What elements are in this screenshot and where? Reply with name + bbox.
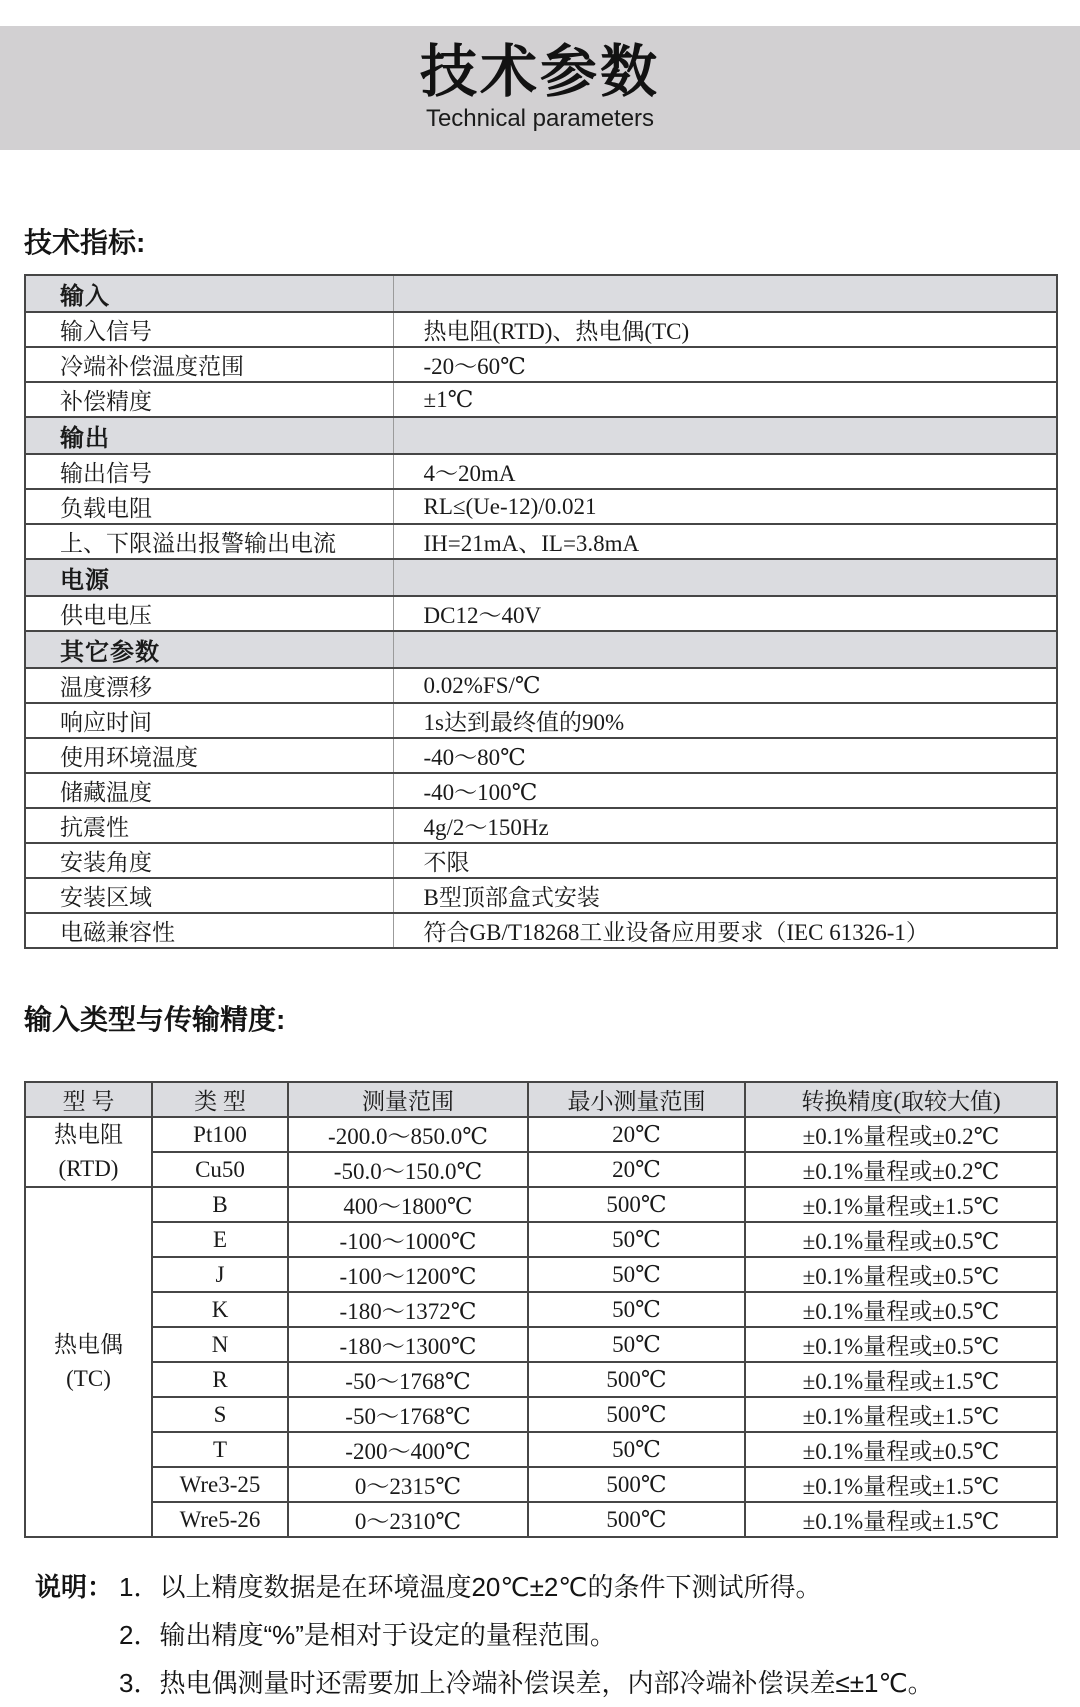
spec-row	[25, 347, 1057, 382]
note-line	[35, 1563, 1056, 1611]
sensor-model-line: 热电偶	[54, 1332, 123, 1357]
accuracy-table-body	[25, 1117, 1057, 1537]
note-prefix: 说明：	[35, 1572, 114, 1602]
accuracy-column-header: 最小测量范围	[528, 1082, 745, 1117]
conversion-accuracy-cell: ±0.1%量程或±1.5℃	[745, 1502, 1057, 1537]
sensor-model-line: 热电阻	[54, 1122, 123, 1147]
spec-section-spacer	[393, 559, 1057, 596]
conversion-accuracy-cell: ±0.1%量程或±0.5℃	[745, 1432, 1057, 1467]
spec-param-value: 符合GB/T18268工业设备应用要求（IEC 61326-1）	[393, 913, 1057, 948]
conversion-accuracy-cell: ±0.1%量程或±1.5℃	[745, 1362, 1057, 1397]
spec-param-value: 不限	[393, 843, 1057, 878]
section-heading-input-accuracy: 输入类型与传输精度:	[24, 1004, 286, 1035]
accuracy-row	[25, 1327, 1057, 1362]
spec-section-row	[25, 559, 1057, 596]
spec-row	[25, 668, 1057, 703]
sensor-type-cell: R	[152, 1362, 288, 1397]
spec-param-name: 负载电阻	[25, 489, 393, 524]
page	[0, 26, 1080, 1698]
measure-range-cell: -180～1300℃	[288, 1327, 528, 1362]
accuracy-row	[25, 1152, 1057, 1187]
accuracy-table-head	[25, 1082, 1057, 1117]
spec-param-name: 抗震性	[25, 808, 393, 843]
spec-section-spacer	[393, 631, 1057, 668]
sensor-model-line: (TC)	[66, 1366, 111, 1391]
measure-range-cell: -100～1200℃	[288, 1257, 528, 1292]
accuracy-row	[25, 1397, 1057, 1432]
measure-range-cell: 400～1800℃	[288, 1187, 528, 1222]
accuracy-row	[25, 1117, 1057, 1152]
min-measure-range-cell: 500℃	[528, 1362, 745, 1397]
sensor-model-cell	[25, 1187, 152, 1537]
section-heading-tech-specs: 技术指标:	[24, 227, 146, 258]
accuracy-table	[24, 1081, 1058, 1538]
min-measure-range-cell: 50℃	[528, 1292, 745, 1327]
accuracy-row	[25, 1292, 1057, 1327]
spec-param-name: 安装角度	[25, 843, 393, 878]
spec-param-name: 温度漂移	[25, 668, 393, 703]
accuracy-row	[25, 1257, 1057, 1292]
min-measure-range-cell: 50℃	[528, 1327, 745, 1362]
conversion-accuracy-cell: ±0.1%量程或±0.2℃	[745, 1117, 1057, 1152]
min-measure-range-cell: 50℃	[528, 1257, 745, 1292]
spec-section-title: 电源	[25, 559, 393, 596]
accuracy-row	[25, 1362, 1057, 1397]
spec-row	[25, 312, 1057, 347]
content	[0, 221, 1080, 1707]
conversion-accuracy-cell: ±0.1%量程或±0.5℃	[745, 1292, 1057, 1327]
spec-row	[25, 843, 1057, 878]
spec-section-spacer	[393, 417, 1057, 454]
accuracy-row	[25, 1187, 1057, 1222]
spec-param-value: RL≤(Ue-12)/0.021	[393, 489, 1057, 524]
sensor-type-cell: Wre3-25	[152, 1467, 288, 1502]
accuracy-column-header: 转换精度(取较大值)	[745, 1082, 1057, 1117]
note-line	[35, 1659, 1056, 1707]
conversion-accuracy-cell: ±0.1%量程或±0.5℃	[745, 1257, 1057, 1292]
min-measure-range-cell: 20℃	[528, 1117, 745, 1152]
spec-section-title: 输出	[25, 417, 393, 454]
measure-range-cell: -200.0～850.0℃	[288, 1117, 528, 1152]
spec-row	[25, 454, 1057, 489]
spec-row	[25, 773, 1057, 808]
spec-param-value: 4～20mA	[393, 454, 1057, 489]
min-measure-range-cell: 50℃	[528, 1432, 745, 1467]
spec-section-title: 输入	[25, 275, 393, 312]
spec-param-name: 电磁兼容性	[25, 913, 393, 948]
spec-row	[25, 489, 1057, 524]
spec-section-row	[25, 631, 1057, 668]
conversion-accuracy-cell: ±0.1%量程或±1.5℃	[745, 1397, 1057, 1432]
spec-param-value: ±1℃	[393, 382, 1057, 417]
accuracy-row	[25, 1467, 1057, 1502]
spec-row	[25, 524, 1057, 559]
sensor-type-cell: K	[152, 1292, 288, 1327]
sensor-type-cell: E	[152, 1222, 288, 1257]
accuracy-row	[25, 1432, 1057, 1467]
spec-row	[25, 738, 1057, 773]
spec-param-name: 上、下限溢出报警输出电流	[25, 524, 393, 559]
sensor-type-cell: Wre5-26	[152, 1502, 288, 1537]
spec-table-body	[25, 275, 1057, 948]
spec-table	[24, 274, 1058, 949]
spec-section-title: 其它参数	[25, 631, 393, 668]
spec-param-value: DC12～40V	[393, 596, 1057, 631]
spec-param-name: 供电电压	[25, 596, 393, 631]
measure-range-cell: -180～1372℃	[288, 1292, 528, 1327]
accuracy-row	[25, 1502, 1057, 1537]
spec-row	[25, 808, 1057, 843]
accuracy-column-header: 测量范围	[288, 1082, 528, 1117]
note-text: 3．热电偶测量时还需要加上冷端补偿误差，内部冷端补偿误差≤±1℃。	[119, 1668, 934, 1698]
accuracy-header-row	[25, 1082, 1057, 1117]
spec-param-name: 安装区域	[25, 878, 393, 913]
min-measure-range-cell: 20℃	[528, 1152, 745, 1187]
measure-range-cell: -50～1768℃	[288, 1362, 528, 1397]
title-banner	[0, 26, 1080, 150]
accuracy-row	[25, 1222, 1057, 1257]
spec-param-value: 1s达到最终值的90%	[393, 703, 1057, 738]
measure-range-cell: -100～1000℃	[288, 1222, 528, 1257]
accuracy-column-header: 类 型	[152, 1082, 288, 1117]
page-title: 技术参数	[420, 39, 660, 104]
page-subtitle: Technical parameters	[425, 105, 655, 133]
conversion-accuracy-cell: ±0.1%量程或±1.5℃	[745, 1187, 1057, 1222]
spec-row	[25, 878, 1057, 913]
note-text: 1．以上精度数据是在环境温度20℃±2℃的条件下测试所得。	[119, 1572, 822, 1602]
sensor-type-cell: B	[152, 1187, 288, 1222]
spec-row	[25, 596, 1057, 631]
spec-param-value: B型顶部盒式安装	[393, 878, 1057, 913]
spec-row	[25, 913, 1057, 948]
min-measure-range-cell: 500℃	[528, 1502, 745, 1537]
min-measure-range-cell: 50℃	[528, 1222, 745, 1257]
spec-section-row	[25, 275, 1057, 312]
spec-param-value: 0.02%FS/℃	[393, 668, 1057, 703]
sensor-type-cell: S	[152, 1397, 288, 1432]
spec-section-spacer	[393, 275, 1057, 312]
sensor-model-line: (RTD)	[58, 1156, 119, 1181]
conversion-accuracy-cell: ±0.1%量程或±1.5℃	[745, 1467, 1057, 1502]
measure-range-cell: 0～2315℃	[288, 1467, 528, 1502]
sensor-type-cell: T	[152, 1432, 288, 1467]
spec-param-name: 使用环境温度	[25, 738, 393, 773]
sensor-type-cell: Cu50	[152, 1152, 288, 1187]
min-measure-range-cell: 500℃	[528, 1397, 745, 1432]
spec-param-value: -40～80℃	[393, 738, 1057, 773]
conversion-accuracy-cell: ±0.1%量程或±0.5℃	[745, 1327, 1057, 1362]
min-measure-range-cell: 500℃	[528, 1187, 745, 1222]
measure-range-cell: -200～400℃	[288, 1432, 528, 1467]
spec-param-value: -40～100℃	[393, 773, 1057, 808]
spec-param-name: 储藏温度	[25, 773, 393, 808]
spec-param-name: 输出信号	[25, 454, 393, 489]
conversion-accuracy-cell: ±0.1%量程或±0.5℃	[745, 1222, 1057, 1257]
sensor-type-cell: Pt100	[152, 1117, 288, 1152]
accuracy-column-header: 型 号	[25, 1082, 152, 1117]
spec-param-value: -20～60℃	[393, 347, 1057, 382]
sensor-model-cell	[25, 1117, 152, 1187]
sensor-type-cell: N	[152, 1327, 288, 1362]
sensor-type-cell: J	[152, 1257, 288, 1292]
notes	[35, 1563, 1056, 1707]
spec-param-value: 4g/2～150Hz	[393, 808, 1057, 843]
measure-range-cell: -50.0～150.0℃	[288, 1152, 528, 1187]
note-text: 2．输出精度“%”是相对于设定的量程范围。	[119, 1620, 616, 1650]
spec-param-name: 补偿精度	[25, 382, 393, 417]
note-prefix	[35, 1611, 119, 1659]
spec-param-name: 响应时间	[25, 703, 393, 738]
spec-section-row	[25, 417, 1057, 454]
spec-param-value: IH=21mA、IL=3.8mA	[393, 524, 1057, 559]
spec-row	[25, 703, 1057, 738]
min-measure-range-cell: 500℃	[528, 1467, 745, 1502]
measure-range-cell: 0～2310℃	[288, 1502, 528, 1537]
spec-param-name: 输入信号	[25, 312, 393, 347]
note-line	[35, 1611, 1056, 1659]
spec-param-name: 冷端补偿温度范围	[25, 347, 393, 382]
note-prefix	[35, 1659, 119, 1707]
spec-row	[25, 382, 1057, 417]
spec-param-value: 热电阻(RTD)、热电偶(TC)	[393, 312, 1057, 347]
measure-range-cell: -50～1768℃	[288, 1397, 528, 1432]
conversion-accuracy-cell: ±0.1%量程或±0.2℃	[745, 1152, 1057, 1187]
